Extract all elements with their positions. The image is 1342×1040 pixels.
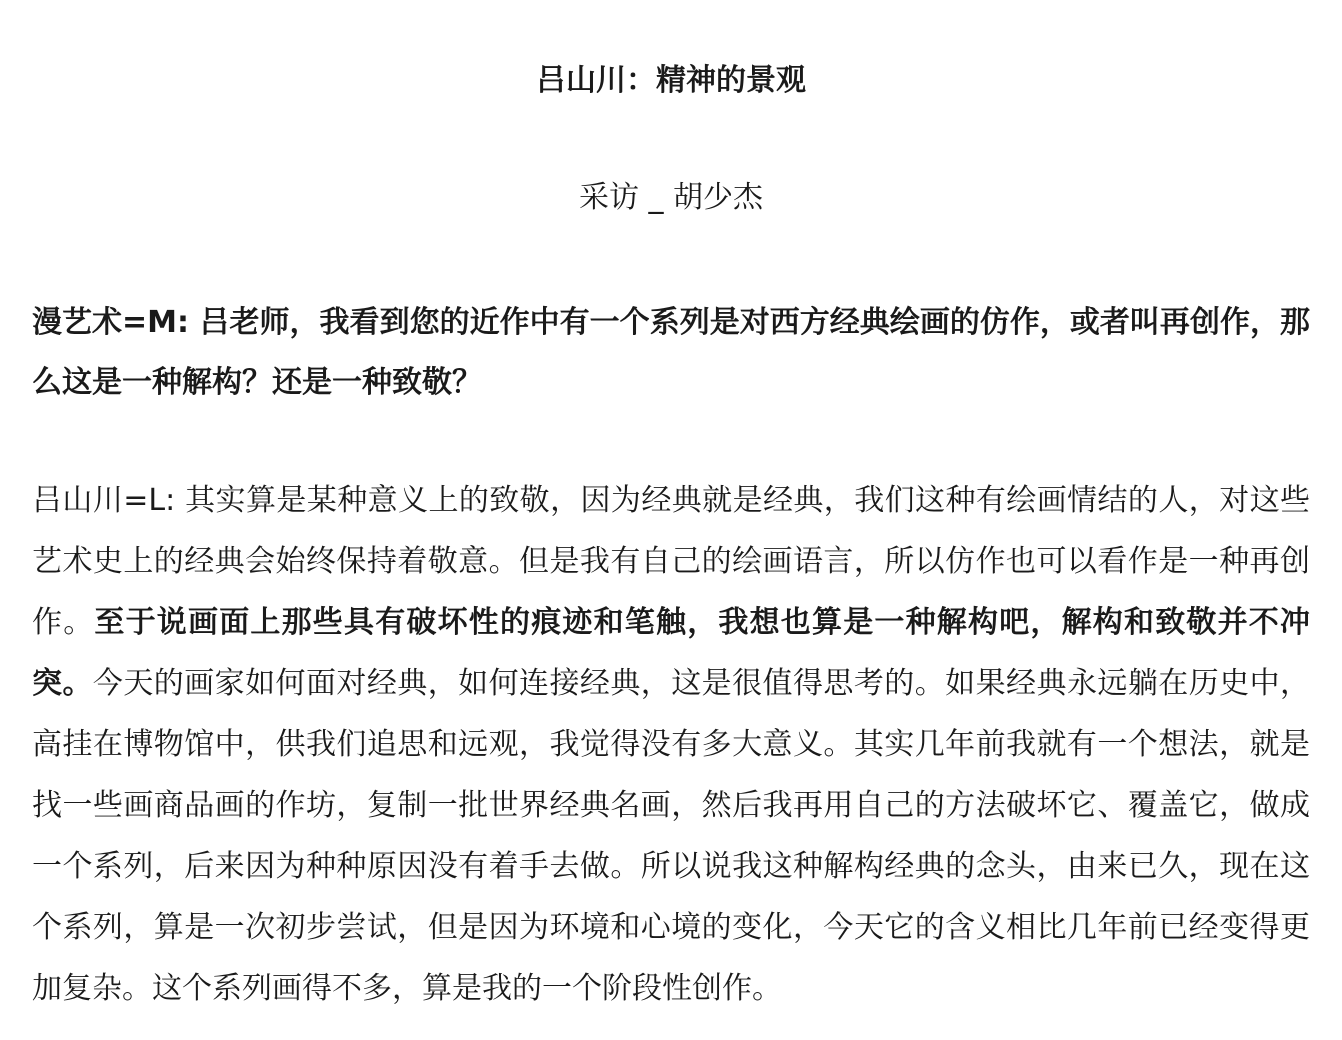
answer-text-part3: 今天的画家如何面对经典，如何连接经典，这是很值得思考的。如果经典永远躺在历史中，高挂在博物馆中，供我们追思和远观，我觉得没有多大意义。其实几年前我就有一个想法，就是找一些画商品画的作坊，复制一批世界经典名画，然后我再用自己的方法破坏它、覆盖它，做成一个系列，后来因为种种原因没有着手去做。所以说我这种解构经典的念头，由来已久，现在这个系列，算是一次初步尝试，但是因为环境和心境的变化，今天它的含义相比几年前已经变得更加复杂。这个系列画得不多，算是我的一个阶段性创作。 [32, 666, 1311, 1006]
article [32, 0, 1310, 1019]
article-byline: 采访 _ 胡少杰 [578, 180, 764, 215]
article-title: 吕山川：精神的景观 [536, 63, 806, 98]
interview-question: 漫艺术=M: 吕老师，我看到您的近作中有一个系列是对西方经典绘画的仿作，或者叫再创作，那么这是一种解构？还是一种致敬？ [32, 305, 1310, 400]
answer-text-bold: 至于说画面上那些具有破坏性的痕迹和笔触，我想也算是一种解构吧，解构和致敬并不冲突。 [32, 605, 1311, 701]
answer-text-part1: 吕山川=L: 其实算是某种意义上的致敬，因为经典就是经典，我们这种有绘画情结的人，对这些艺术史上的经典会始终保持着敬意。但是我有自己的绘画语言，所以仿作也可以看作是一种再创作。 [32, 483, 1310, 640]
interview-answer [32, 470, 1310, 1019]
